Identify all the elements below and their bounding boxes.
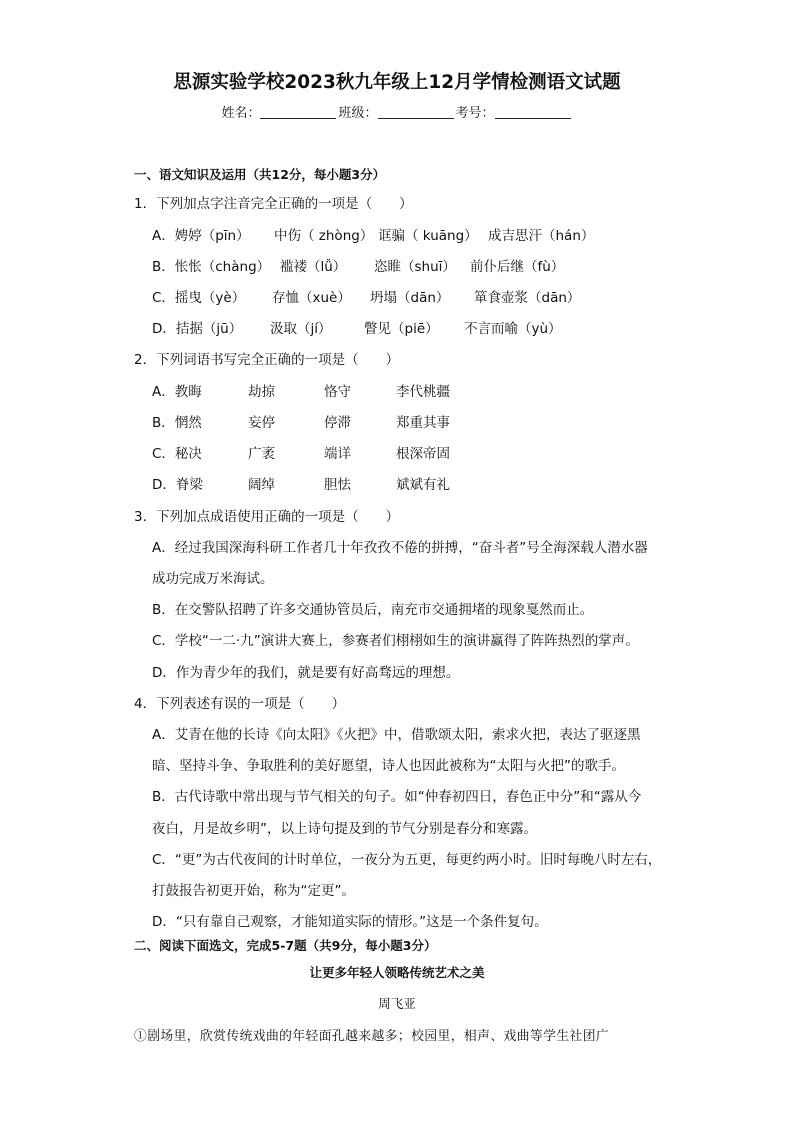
question-4-option-d: D．“只有靠自己观察，才能知道实际的情形。”这是一个条件复句。 xyxy=(152,914,548,930)
q2-c-item-1: C．秘决 xyxy=(152,446,202,462)
question-1-option-b xyxy=(152,255,564,275)
q1-c-item-3: 坍塌（dān） xyxy=(370,290,450,306)
exam-no-label: 考号： xyxy=(455,106,495,121)
q1-d-item-4: 不言而喻（yù） xyxy=(464,321,562,337)
q2-c-item-3: 端详 xyxy=(324,446,351,462)
q2-b-item-3: 停滞 xyxy=(324,415,351,431)
q1-b-item-2: 褴褛（lǚ） xyxy=(280,259,347,275)
q2-a-item-2: 劫掠 xyxy=(248,384,275,400)
q1-a-item-2: 中伤（ zhòng） xyxy=(274,228,374,244)
question-4-option-a-line-2: 暗、坚持斗争、争取胜利的美好愿望，诗人也因此被称为“太阳与火把”的歌手。 xyxy=(152,758,625,774)
name-label: 姓名： xyxy=(221,106,261,121)
q2-a-item-1: A．教晦 xyxy=(152,384,202,400)
q1-c-item-1: C．摇曳（yè） xyxy=(152,290,246,306)
q2-b-item-2: 妄停 xyxy=(248,415,275,431)
q2-a-item-3: 恪守 xyxy=(324,384,351,400)
question-1-stem: 1．下列加点字注音完全正确的一项是（ ） xyxy=(134,196,413,212)
article-author: 周飞亚 xyxy=(378,996,416,1011)
question-4-option-b-line-2: 夜白，月是故乡明”，以上诗句提及到的节气分别是春分和寒露。 xyxy=(152,821,537,837)
q1-b-item-3: 恣睢（shuī） xyxy=(374,259,456,275)
q1-d-item-1: D．拮据（jū） xyxy=(152,321,243,337)
question-2-option-d xyxy=(152,473,450,493)
section-2-heading: 二、阅读下面选文，完成5-7题（共9分，每小题3分） xyxy=(134,938,437,953)
q1-c-item-2: 存恤（xuè） xyxy=(272,290,351,306)
name-blank[interactable] xyxy=(260,106,336,119)
question-3-option-c: C．学校“一二·九”演讲大赛上，参赛者们栩栩如生的演讲赢得了阵阵热烈的掌声。 xyxy=(152,633,639,649)
student-info-line xyxy=(0,102,794,121)
question-4-option-b-line-1: B．古代诗歌中常出现与节气相关的句子。如“仲春初四日，春色正中分”和“露从今 xyxy=(152,789,642,805)
q2-c-item-2: 广袤 xyxy=(248,446,275,462)
q1-a-item-4: 成吉思汗（hán） xyxy=(488,228,595,244)
q2-d-item-3: 胆怯 xyxy=(324,477,351,493)
q1-a-item-3: 诓骗（ kuāng） xyxy=(378,228,478,244)
question-1-option-d xyxy=(152,317,562,337)
question-1-option-c xyxy=(152,286,580,306)
q1-d-item-2: 汲取（jí） xyxy=(270,321,332,337)
question-3-stem: 3．下列加点成语使用正确的一项是（ ） xyxy=(134,509,400,525)
q1-b-item-4: 前仆后继（fù） xyxy=(470,259,565,275)
question-3-option-b: B．在交警队招聘了许多交通协管员后，南充市交通拥堵的现象戛然而止。 xyxy=(152,602,594,618)
q1-d-item-3: 瞥见（piē） xyxy=(364,321,439,337)
article-paragraph-1: ①剧场里，欣赏传统戏曲的年轻面孔越来越多；校园里，相声、戏曲等学生社团广 xyxy=(134,1029,610,1044)
question-2-option-c xyxy=(152,442,450,462)
q2-d-item-1: D．脊梁 xyxy=(152,477,203,493)
question-2-stem: 2．下列词语书写完全正确的一项是（ ） xyxy=(134,352,400,368)
q2-b-item-1: B．惘然 xyxy=(152,415,202,431)
section-1-heading: 一、语文知识及运用（共12分，每小题3分） xyxy=(134,167,386,182)
question-2-option-a xyxy=(152,380,450,400)
question-3-option-a-line-2: 成功完成万米海试。 xyxy=(152,571,274,587)
q1-c-item-4: 箪食壶浆（dān） xyxy=(474,290,581,306)
q1-a-item-1: A．娉婷（pīn） xyxy=(152,228,250,244)
question-4-option-a-line-1: A．艾青在他的长诗《向太阳》《火把》中，借歌颂太阳，索求火把，表达了驱逐黑 xyxy=(152,727,641,743)
class-label: 班级： xyxy=(338,106,378,121)
exam-no-blank[interactable] xyxy=(495,106,571,119)
question-3-option-d: D．作为青少年的我们，就是要有好高骛远的理想。 xyxy=(152,665,460,681)
q2-d-item-2: 阔绰 xyxy=(248,477,275,493)
q2-d-item-4: 斌斌有礼 xyxy=(396,477,450,493)
question-4-option-c-line-1: C．“更”为古代夜间的计时单位，一夜分为五更，每更约两小时。旧时每晚八时左右， xyxy=(152,852,662,868)
question-2-option-b xyxy=(152,411,450,431)
question-4-stem: 4．下列表述有误的一项是（ ） xyxy=(134,696,346,712)
exam-title: 思源实验学校2023秋九年级上12月学情检测语文试题 xyxy=(173,72,621,93)
question-4-option-c-line-2: 打鼓报告初更开始，称为“定更”。 xyxy=(152,883,355,899)
article-title: 让更多年轻人领略传统艺术之美 xyxy=(309,965,485,980)
question-3-option-a-line-1: A．经过我国深海科研工作者几十年孜孜不倦的拼搏，“奋斗者”号全海深载人潜水器 xyxy=(152,540,648,556)
q2-a-item-4: 李代桃疆 xyxy=(396,384,450,400)
q1-b-item-1: B．怅怅（chàng） xyxy=(152,259,271,275)
q2-b-item-4: 郑重其事 xyxy=(396,415,450,431)
q2-c-item-4: 根深帝固 xyxy=(396,446,450,462)
class-blank[interactable] xyxy=(378,106,454,119)
question-1-option-a xyxy=(152,224,594,244)
